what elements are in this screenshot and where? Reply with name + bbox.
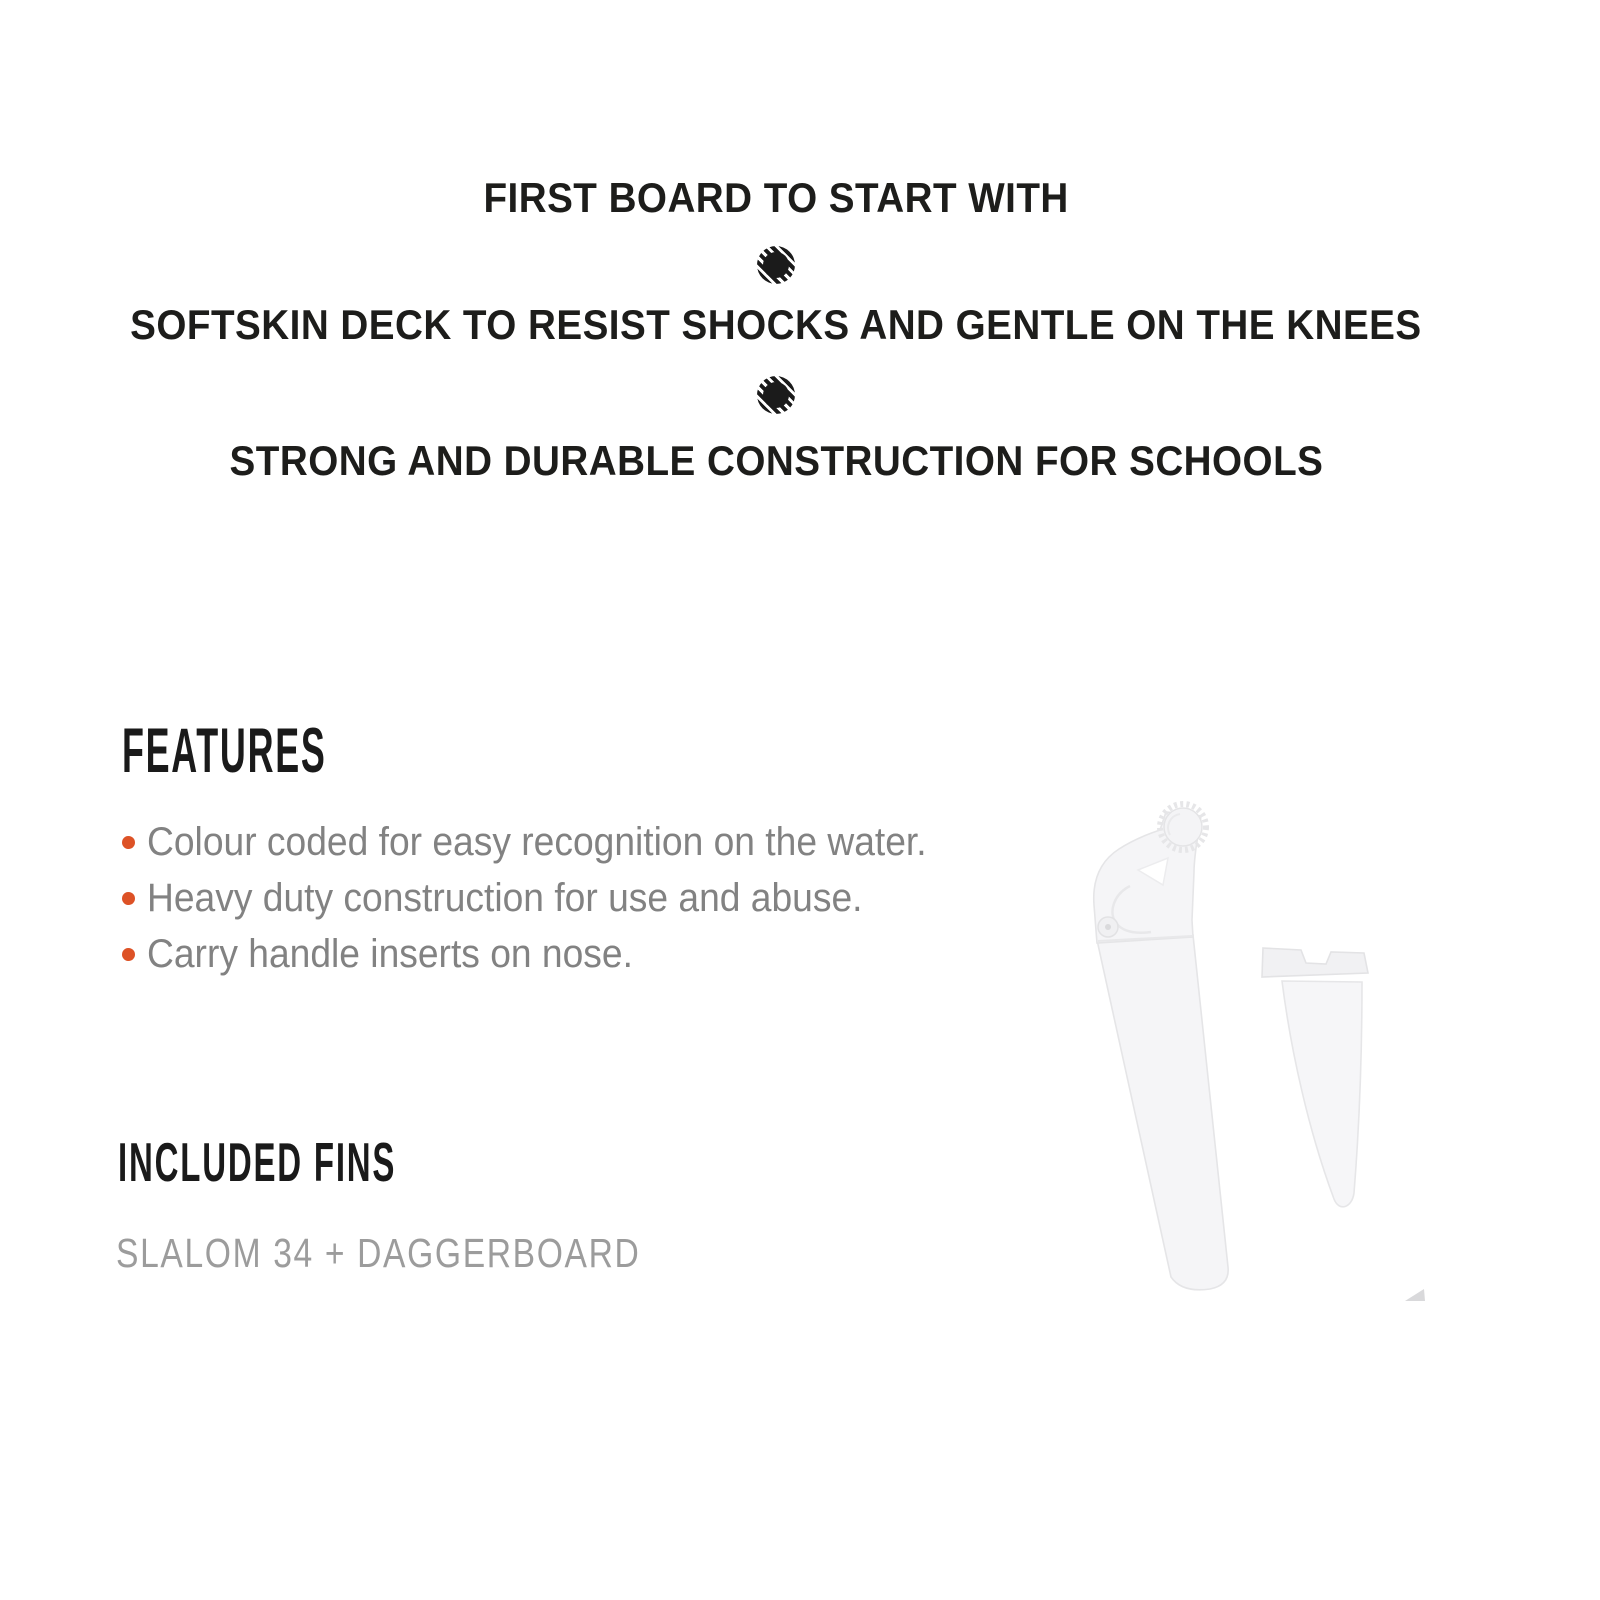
pivot-rivet-center: [1105, 924, 1111, 930]
feature-item-text: Heavy duty construction for use and abuse.: [147, 875, 863, 920]
feature-item-text: Carry handle inserts on nose.: [147, 931, 633, 976]
corner-smudge: [1405, 1289, 1425, 1301]
headline-first-board: [0, 174, 1552, 221]
feature-item: [118, 870, 985, 926]
headline-softskin-deck-text: SOFTSKIN DECK TO RESIST SHOCKS AND GENTLE ON THE KNEES: [130, 301, 1422, 348]
features-list: [118, 814, 985, 982]
daggerboard-and-fin-graphic: [1020, 780, 1460, 1320]
slalom-fin-base: [1262, 948, 1368, 977]
headline-strong-construction: [0, 437, 1552, 484]
bullet-icon: [122, 948, 135, 961]
headline-softskin-deck: [0, 301, 1552, 348]
feature-item: [118, 926, 985, 982]
headline-first-board-text: FIRST BOARD TO START WITH: [483, 174, 1069, 221]
features-title-text: FEATURES: [122, 716, 327, 786]
feature-item-text: Colour coded for easy recognition on the water.: [147, 819, 927, 864]
scribble-dot-icon: [757, 376, 795, 414]
included-fins-title: [118, 1131, 582, 1193]
included-fins-subtitle-text: SLALOM 34 + DAGGERBOARD: [116, 1230, 641, 1276]
included-fins-subtitle: [116, 1230, 756, 1276]
fins-illustration: [1020, 780, 1460, 1320]
daggerboard-blade: [1097, 935, 1228, 1290]
features-title: [122, 716, 481, 786]
gear-disc: [1164, 808, 1202, 846]
headline-strong-construction-text: STRONG AND DURABLE CONSTRUCTION FOR SCHOOLS: [229, 437, 1323, 484]
scribble-dot-icon: [757, 246, 795, 284]
bullet-icon: [122, 892, 135, 905]
feature-item: [118, 814, 985, 870]
bullet-icon: [122, 836, 135, 849]
slalom-fin-blade: [1282, 981, 1362, 1207]
included-fins-title-text: INCLUDED FINS: [118, 1131, 397, 1193]
